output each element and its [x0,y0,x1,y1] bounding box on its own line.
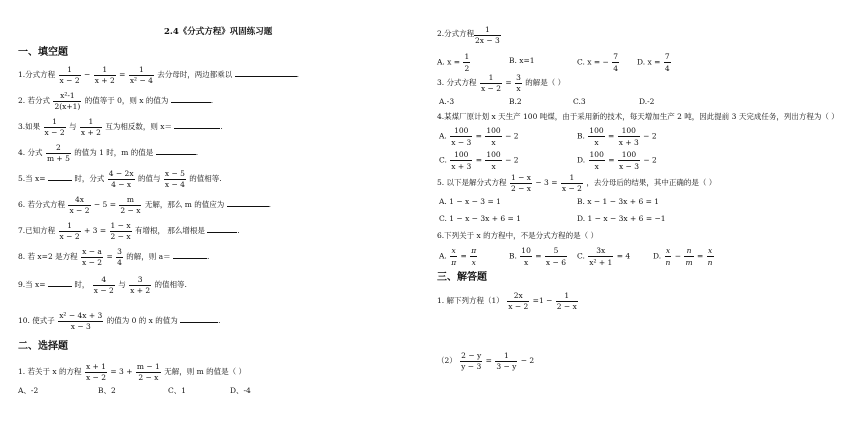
question-text: 的值等于 0，则 x 的值为 [84,96,169,105]
fill-question-9 [18,276,187,294]
operator: = [608,131,615,141]
option-b[interactable] [509,246,568,267]
fraction [44,118,66,136]
fraction [589,150,605,171]
operator: = [460,251,467,261]
choice-question-3 [437,74,565,92]
fraction [588,126,604,147]
operator: − 5 = [93,200,116,209]
numerator: 1 [59,66,81,76]
fraction [460,352,482,370]
answer-question-1 [437,292,579,310]
question-text: 1. 解下列方程（1） [437,296,504,305]
question-text: 8. 若 x=2 是方程 [18,252,78,261]
fraction [515,74,522,92]
answer-question-2 [437,352,534,370]
operator: = [696,251,704,261]
operator: =1 − [532,296,553,305]
question-text: 的值相等. [154,280,187,289]
numerator: 100 [450,126,472,137]
denominator: x − 2 [561,183,582,193]
fraction [164,170,186,188]
denominator: x² + 1 [589,258,613,267]
question-text: 4. 分式 [18,148,43,157]
fill-question-8: 8. 若 x=2 是方程 $\frac{x - a}{x - 2}$ = $\frac{3}{4}$ 的解，则 a＝ . [18,247,210,267]
answer-blank[interactable] [235,76,297,77]
fraction [68,196,90,214]
numerator: 3 [516,73,521,82]
denominator: y − 3 [461,361,482,371]
worksheet-title: 2.4《分式方程》巩固练习题 [164,27,273,37]
option-a[interactable] [439,126,519,147]
option-d[interactable] [637,52,672,73]
numerator: 2 − y [461,351,482,360]
denominator: x − 2 [69,205,90,215]
numerator: x + 1 [85,362,106,371]
numerator: m [119,196,141,206]
denominator: x + 2 [80,127,101,137]
numerator: x² − 4x + 3 [59,311,103,320]
choice-question-5 [437,174,716,192]
numerator: 7 [664,52,670,61]
fraction [85,363,107,381]
operator: = [608,155,615,165]
question-text: 的值为 0 的 x 的值为 [106,316,178,325]
numerator: 1 [80,118,102,128]
fraction [474,26,501,44]
numerator: x [665,246,671,255]
denominator: x − 3 [70,321,91,331]
fraction [46,144,71,162]
numerator: 1 [561,174,583,184]
numerator: 1 [480,74,502,84]
numerator: 1 [59,222,81,232]
denominator: x [491,138,496,147]
numerator: 1 − x [110,221,131,230]
option-label: C. [577,251,585,261]
numerator: 1 [556,292,578,302]
operator: = [505,78,512,87]
fraction [485,150,501,171]
fraction [665,246,672,267]
question-text: 2. 若分式 [18,96,51,105]
operator: = [475,131,482,141]
numerator: 100 [589,126,604,135]
fraction [588,246,613,267]
fill-question-5 [18,170,222,188]
fraction [93,276,115,294]
choice-question-6: 6.下列关于 x 的方程中，不是分式方程的是（ ） [437,231,599,240]
numerator: x²-1 [53,92,81,102]
fraction [556,292,578,310]
answer-blank[interactable] [171,102,211,103]
denominator: x − 3 [618,162,639,171]
question-text: 的解是（ ） [525,78,566,87]
option-label: D. [577,155,586,165]
answer-blank[interactable] [156,154,196,155]
fraction [94,66,116,84]
option-c[interactable]: C. 1 − x − 3x + 6 = 1 [439,214,521,223]
question-text: 5.当 x= [18,174,46,183]
section-heading-fill: 一、填空题 [18,47,68,58]
operator: = [106,252,113,261]
denominator: x [594,138,599,147]
fraction [119,196,141,214]
numerator: 3 [117,247,122,256]
denominator: x + 2 [94,75,115,85]
question-text: 2.分式方程 [437,29,475,38]
denominator: x [594,162,599,171]
fraction [561,174,583,192]
option-a[interactable]: A.-3 [439,97,455,106]
denominator: 2 − x [110,231,131,241]
denominator: x − 2 [59,231,80,241]
denominator: x − 2 [81,257,103,267]
numerator: 100 [486,126,501,135]
numerator: x [707,246,713,255]
fill-question-7: 7.已知方程 $\frac{1}{x - 2}$ + 3 = $\frac{1 - x}{2 - x}$ 有增根， 那么增根是 . [18,221,240,241]
answer-blank[interactable] [207,232,237,233]
fraction [618,126,640,147]
fraction [129,276,151,294]
fraction [129,66,154,84]
question-text: 无解，则 m 的值是（ ） [164,367,246,376]
numerator: n [684,246,693,257]
operator: = [475,155,482,165]
denominator: n [707,258,713,267]
question-text: 6. 若分式方程 [18,200,66,209]
denominator: x [491,162,496,171]
denominator: m + 5 [46,153,70,163]
denominator: x − 2 [508,301,529,311]
fraction-overlay [473,26,502,44]
numerator: 100 [486,150,501,159]
denominator: m [685,258,693,267]
choice-question-2 [437,30,474,38]
fraction [510,174,532,192]
denominator: n [665,258,671,267]
operator: + 3 = [84,226,107,235]
question-text: 时，分式 [74,174,105,183]
question-text: 3.如果 [18,122,41,131]
fraction [520,246,532,267]
question-text: 互为相反数，则 x＝ [105,122,172,131]
denominator: x + 3 [451,162,472,171]
fraction [136,363,161,381]
option-label: D. x = [637,57,661,67]
fraction [53,92,81,110]
fraction [450,246,457,267]
fraction [108,170,135,188]
fraction [450,126,472,147]
numerator: 100 [450,150,472,161]
denominator: x − 2 [93,285,114,295]
fraction [450,150,472,171]
question-text: 时， [74,280,90,289]
operator: − 2 [505,155,519,165]
question-text: 5. 以下是解分式方程 [437,178,507,187]
fraction [612,52,619,73]
option-a[interactable] [439,246,478,267]
option-label: B. [509,251,517,261]
option-b[interactable]: B. x − 1 − 3x + 6 = 1 [577,197,660,206]
denominator: x + 3 [618,138,639,147]
question-text: 的值为 1 时，m 的值是 [74,148,154,157]
operator: − 3 = [535,178,558,187]
numerator: π [471,246,477,255]
fraction [59,222,81,240]
option-label: B. [577,131,585,141]
fraction [664,52,671,73]
question-text: 与 [69,122,77,131]
denominator: x [523,258,529,267]
denominator: 2(x+1) [54,101,81,111]
operator: − [674,251,682,261]
option-b[interactable]: B、2 [98,386,116,395]
numerator: 3 [129,276,151,286]
numerator: m − 1 [136,362,160,371]
denominator: x [516,83,521,93]
operator: = 3 + [110,367,133,376]
fill-question-4: 4. 分式 $\frac{2}{m + 5}$ 的值为 1 时，m 的值是 . [18,143,199,163]
fraction [485,126,501,147]
denominator: x − 6 [545,258,566,267]
operator: = [119,70,126,79]
question-text: 的解，则 a＝ [126,252,171,261]
denominator: x − 3 [451,138,472,147]
denominator: x − 4 [164,179,185,189]
fraction [684,246,693,267]
fraction [116,248,123,266]
question-text: 的值相等. [189,174,222,183]
operator: − 2 [643,155,657,165]
numerator: 1 − x [510,173,531,182]
fraction [480,74,502,92]
option-d[interactable] [577,150,657,171]
numerator: 1 [44,118,66,128]
question-text: 与 [118,280,126,289]
denominator: π [451,258,457,267]
fraction [495,352,517,370]
numerator: x [451,246,456,255]
option-b[interactable]: B.2 [509,97,522,106]
denominator: 4 [117,257,122,267]
operator: − 2 [643,131,657,141]
denominator: 2x − 3 [475,35,500,45]
choice-question-1 [18,363,246,381]
option-c[interactable] [439,150,519,171]
question-text: 的值与 [137,174,161,183]
section-heading-answer: 三、解答题 [437,272,487,283]
question-text: 1.分式方程 [18,70,56,79]
option-label: C. [439,155,447,165]
option-a[interactable]: A、-2 [18,386,39,395]
denominator: 2 − x [510,183,531,193]
option-d[interactable] [653,246,715,267]
operator: − 2 [520,356,535,365]
numerator: 1 [94,66,116,76]
option-c[interactable] [577,52,620,73]
denominator: 2 [464,64,470,73]
option-b[interactable] [577,126,657,147]
denominator: 4 [664,64,670,73]
question-text: 去分母时，两边都乘以 [157,70,233,79]
option-label: D. [653,251,662,261]
numerator: 2 [46,144,71,154]
answer-blank[interactable] [48,180,72,181]
choice-question-4: 4.某煤厂原计划 x 天生产 100 吨煤，由于采用新的技术，每天增加生产 2 吨，因此提前 3 天完成任务，列出方程为（ ） [437,112,839,121]
numerator: 1 [129,66,154,76]
option-label: A. x = [437,57,461,67]
denominator: x − 2 [44,127,65,137]
fraction [59,66,81,84]
fraction [618,150,640,171]
denominator: 4 − x [111,179,132,189]
fill-question-6: 6. 若分式方程 $\frac{4x}{x - 2}$ − 5 = $\frac{m}{2 - x}$ 无解，那么 m 的值应为 . [18,195,272,215]
denominator: x² − 4 [129,75,153,85]
right-column [437,0,847,430]
fraction [80,118,102,136]
denominator: 3 − y [496,361,517,371]
numerator: 10 [521,246,531,255]
fraction [707,246,714,267]
operator: = [535,251,542,261]
numerator: 1 [474,26,501,36]
fraction [58,312,103,330]
denominator: 4 [613,64,618,73]
answer-blank[interactable] [180,322,218,323]
operator: − [84,70,91,79]
denominator: 2 − x [138,372,159,382]
question-text: 有增根， 那么增根是 [134,226,205,235]
question-text: 9.当 x= [18,280,46,289]
numerator: x − a [82,247,102,256]
answer-blank[interactable] [48,286,72,287]
numerator: 3x [588,246,613,257]
fraction [463,52,470,73]
answer-blank[interactable] [227,206,269,207]
left-column [18,0,413,430]
option-c[interactable]: C、1 [168,386,187,395]
denominator: x − 2 [59,75,80,85]
question-text: 1. 若关于 x 的方程 [18,367,82,376]
question-text: 10. 使式子 [18,316,55,325]
option-d[interactable]: D.-2 [639,97,655,106]
numerator: 7 [613,52,618,61]
denominator: x − 2 [85,372,106,382]
option-a[interactable] [437,52,471,73]
fraction [507,292,529,310]
option-d[interactable]: D、-4 [230,386,251,395]
numerator: x − 5 [164,169,185,178]
numerator: 4x [68,196,90,206]
denominator: 2 − x [556,301,577,311]
denominator: x [471,258,476,267]
answer-blank[interactable] [173,258,207,259]
numerator: 2x [507,292,529,302]
numerator: 4 − 2x [108,169,134,178]
fraction [110,222,132,240]
denominator: x − 2 [480,83,501,93]
numerator: 100 [618,126,640,137]
fraction [470,246,477,267]
numerator: 1 [495,352,517,362]
option-label: A. [439,251,447,261]
option-label: C. x = − [577,57,609,67]
numerator: 1 [464,52,470,61]
fraction [81,248,103,266]
numerator: 100 [618,150,640,161]
operator: − 2 [505,131,519,141]
option-label: A. [439,131,447,141]
denominator: x + 2 [130,285,151,295]
option-c[interactable]: C.3 [573,97,586,106]
question-text: 无解，那么 m 的值应为 [144,200,225,209]
numerator: 100 [589,150,604,159]
numerator: 4 [93,276,115,286]
fill-question-1: 1.分式方程 $\frac{1}{x - 2}$ − $\frac{1}{x + 2}$ = $\frac{1}{\text{x² − 4}}$ 去分母时，两边都乘以 . [18,65,300,85]
option-b[interactable]: B. x=1 [509,56,535,65]
numerator: 5 [545,246,567,257]
question-text: 3. 分式方程 [437,78,477,87]
question-text: 7.已知方程 [18,226,56,235]
option-d[interactable]: D. 1 − x − 3x + 6 = −1 [577,214,666,223]
fraction [545,246,567,267]
fill-question-2: 2. 若分式 $\frac{\text{x²-1}}{2(x+1)}$ 的值等于 0，则 x 的值为 . [18,91,214,111]
denominator: 2 − x [120,205,141,215]
option-a[interactable]: A. 1 − x − 3 = 1 [439,197,501,206]
fill-question-10: 10. 使式子 $\frac{\text{x² − 4x + 3}}{x - 3}$ 的值为 0 的 x 的值为 . [18,311,221,331]
section-heading-choice: 二、选择题 [18,341,68,352]
answer-blank[interactable] [174,128,220,129]
question-text: （2） [437,356,457,365]
question-text: ，去分母后的结果，其中正确的是（ ） [586,178,717,187]
operator: = [485,356,492,365]
operator: = 4 [616,251,631,261]
fill-question-3: 3.如果 $\frac{1}{x - 2}$ 与 $\frac{1}{x + 2}$ 互为相反数，则 x＝ . [18,117,223,137]
option-c[interactable] [577,246,630,267]
